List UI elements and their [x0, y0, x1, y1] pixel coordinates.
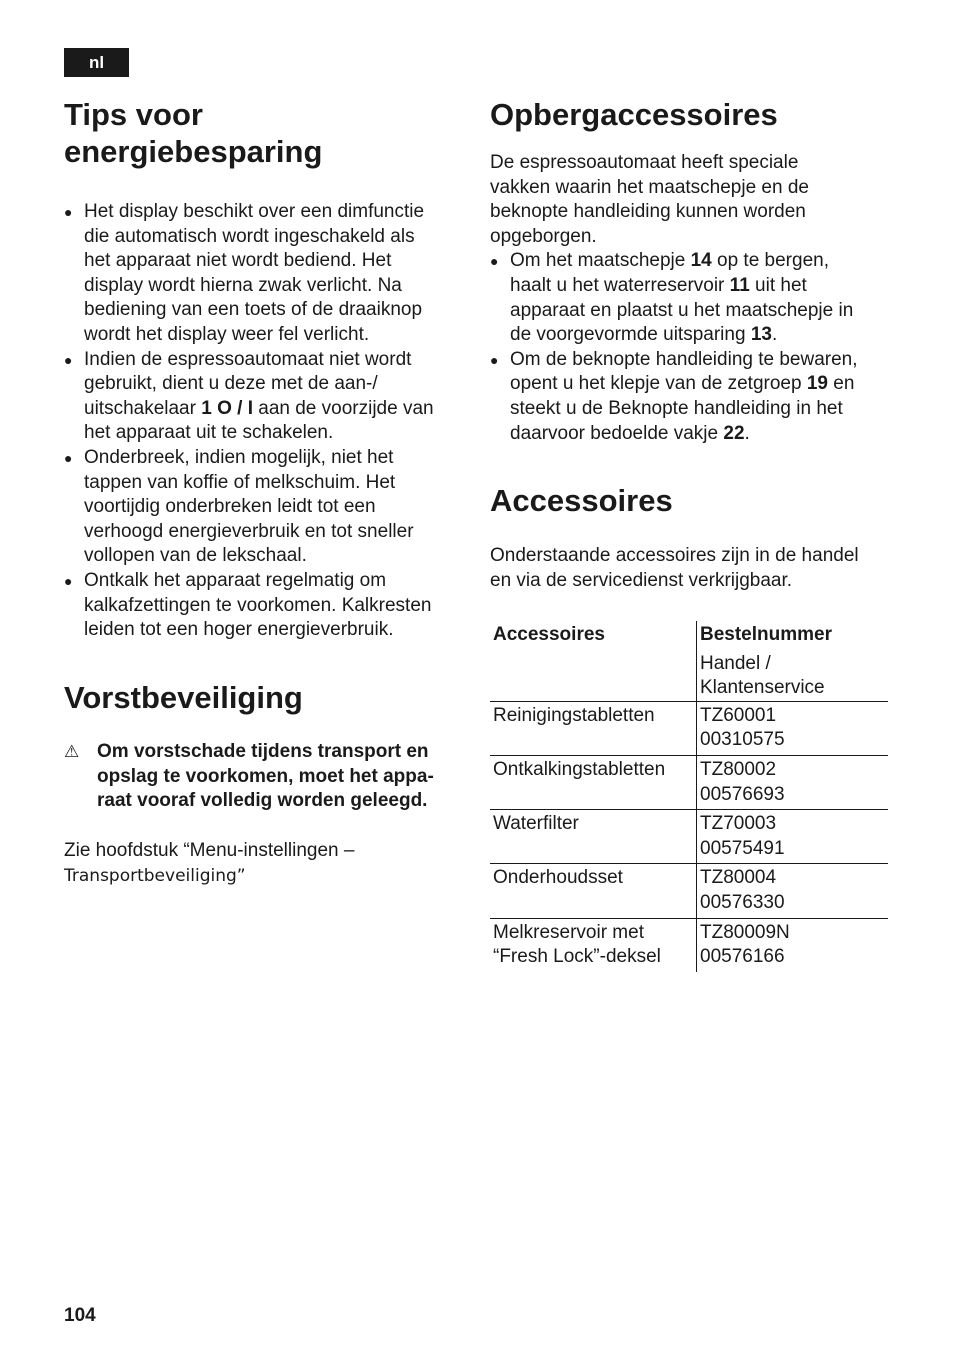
line: Melkreservoir met: [493, 921, 644, 943]
line: haalt u het waterreservoir: [510, 274, 730, 296]
storage-intro: [490, 151, 890, 249]
line: raat vooraf volledig worden geleegd.: [97, 790, 428, 812]
line: het apparaat niet wordt bediend. Het: [84, 250, 392, 272]
line: 00576166: [700, 946, 785, 968]
language-badge: nl: [64, 48, 129, 77]
line: bediening van een toets of de draaiknop: [84, 299, 423, 321]
line: Zie hoofdstuk “Menu-instellingen –: [64, 840, 355, 861]
line: uitschakelaar: [84, 397, 202, 419]
header-accessories: Accessoires: [490, 621, 697, 650]
line: gebruikt, dient u deze met de aan-/: [84, 373, 378, 395]
line: 00576693: [700, 783, 785, 805]
line: verhoogd energieverbruik en tot sneller: [84, 520, 414, 542]
accessories-title: Accessoires: [490, 483, 673, 518]
energy-tips-list: [64, 200, 464, 643]
line: leiden tot een hoger energieverbruik.: [84, 619, 394, 641]
line: Indien de espressoautomaat niet wordt: [84, 348, 412, 370]
line: en: [827, 373, 855, 395]
order-numbers: [697, 918, 889, 972]
line: 00575491: [700, 837, 785, 859]
table-row: [490, 701, 888, 755]
storage-body: [490, 151, 890, 446]
line: TZ80004: [700, 867, 777, 889]
frost-protection-title: Vorstbeveiliging: [64, 680, 303, 715]
line: Onderstaande accessoires zijn in de handel: [490, 545, 859, 566]
line: .: [744, 422, 750, 444]
line: 00576330: [700, 891, 785, 913]
frost-warning: [64, 740, 464, 814]
line: de voorgevormde uitsparing: [510, 324, 751, 346]
line: opent u het klepje van de zetgroep: [510, 373, 807, 395]
line: die automatisch wordt ingeschakeld als: [84, 225, 415, 247]
list-item: [64, 569, 464, 643]
line: het apparaat uit te schakelen.: [84, 422, 334, 444]
line: vollopen van de lekschaal.: [84, 545, 307, 567]
line: kalkafzettingen te voorkomen. Kalkresten: [84, 594, 432, 616]
line: display wordt hierna zwak verlicht. Na: [84, 274, 402, 296]
order-numbers: [697, 864, 889, 918]
line: Onderbreek, indien mogelijk, niet het: [84, 446, 394, 468]
order-numbers: [697, 810, 889, 864]
ref-number: 11: [729, 274, 750, 296]
energy-title-line2: energiebesparing: [64, 134, 323, 169]
energy-title-line1: Tips voor: [64, 97, 203, 132]
line: opgeborgen.: [490, 225, 597, 247]
order-numbers: [697, 755, 889, 809]
line: opslag te voorkomen, moet het appa-: [97, 765, 434, 787]
line: .: [771, 324, 778, 346]
line: TZ60001: [700, 704, 777, 726]
subheader-order-channel: [697, 650, 889, 702]
table-row: [490, 810, 888, 864]
ref-number: 14: [690, 250, 712, 272]
storage-title: Opbergaccessoires: [490, 97, 778, 132]
list-item: [64, 348, 464, 446]
line: De espressoautomaat heeft speciale: [490, 152, 799, 173]
line: Om vorstschade tijdens transport en: [97, 741, 429, 762]
warning-icon: ⚠: [64, 742, 80, 761]
line: beknopte handleiding kunnen worden: [490, 201, 806, 223]
accessories-intro: [490, 544, 890, 593]
table-row: [490, 755, 888, 809]
line: TZ80002: [700, 758, 777, 780]
list-item: [490, 249, 890, 347]
table-subheader-row: [490, 650, 888, 702]
frost-note: [64, 839, 464, 888]
line: Handel /: [700, 652, 771, 674]
line: Om de beknopte handleiding te bewaren,: [510, 348, 858, 370]
energy-tips-title: [64, 96, 464, 170]
accessory-name: Ontkalkingstabletten: [490, 755, 697, 809]
line: Klantenservice: [700, 677, 825, 699]
ref-number: 13: [750, 324, 772, 346]
line: “Fresh Lock”-deksel: [493, 946, 661, 968]
line: uit het: [749, 274, 807, 296]
line: steekt u de Beknopte handleiding in het: [510, 397, 843, 419]
ref-number: 19: [806, 373, 828, 395]
accessory-name: Waterfilter: [490, 810, 697, 864]
line: Transportbeveiliging”: [64, 865, 246, 886]
line: op te bergen,: [711, 250, 829, 272]
line: TZ70003: [700, 813, 777, 835]
accessories-table: [490, 621, 888, 972]
line: vakken waarin het maatschepje en de: [490, 176, 809, 198]
table-cell: [490, 650, 697, 702]
list-item: [490, 348, 890, 446]
table-header-row: [490, 621, 888, 650]
line: tappen van koffie of melkschuim. Het: [84, 471, 396, 493]
line: aan de voorzijde van: [252, 397, 434, 419]
list-item: [64, 200, 464, 348]
accessory-name: [490, 918, 697, 972]
line: daarvoor bedoelde vakje: [510, 422, 724, 444]
line: wordt het display weer fel verlicht.: [84, 323, 370, 345]
table-row: [490, 918, 888, 972]
line: voortijdig onderbreken leidt tot een: [84, 496, 376, 518]
line: apparaat en plaatst u het maatschepje in: [510, 299, 854, 321]
table-row: [490, 864, 888, 918]
header-order-number: Bestelnummer: [700, 624, 832, 645]
line: 00310575: [700, 729, 785, 751]
page-number: 104: [64, 1305, 96, 1326]
order-numbers: [697, 701, 889, 755]
line: Om het maatschepje: [510, 250, 691, 272]
line: TZ80009N: [700, 921, 790, 943]
line: en via de servicedienst verkrijgbaar.: [490, 569, 793, 591]
accessory-name: Onderhoudsset: [490, 864, 697, 918]
line: Ontkalk het apparaat regelmatig om: [84, 569, 387, 591]
ref-number: 22: [723, 422, 745, 444]
accessory-name: Reinigingstabletten: [490, 701, 697, 755]
line: Het display beschikt over een dimfunctie: [84, 201, 425, 222]
list-item: [64, 446, 464, 569]
power-switch-label: 1 O / I: [201, 397, 253, 419]
